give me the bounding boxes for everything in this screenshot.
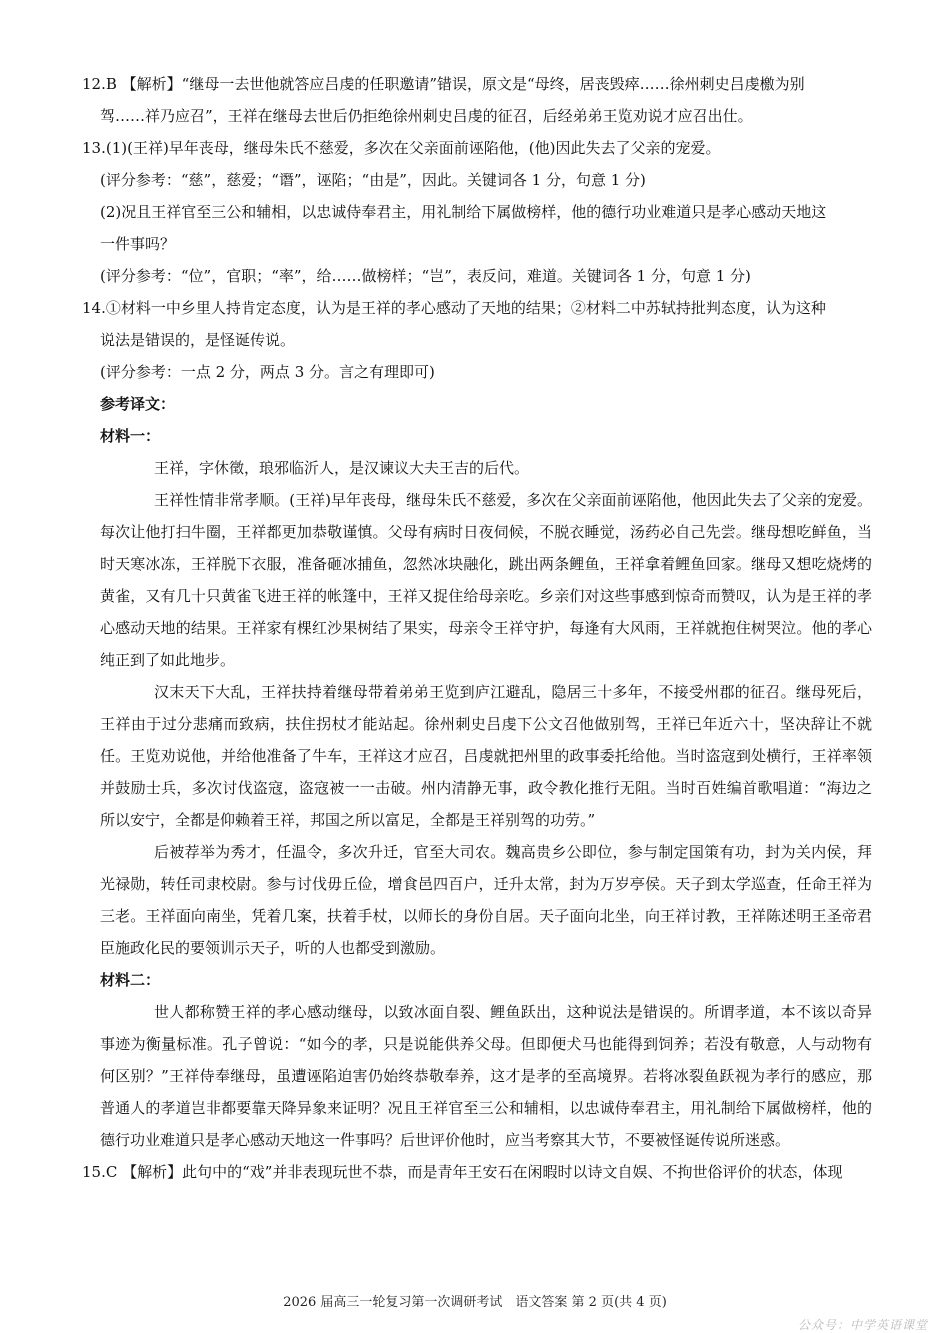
material-2-body	[82, 996, 872, 1156]
material-2-paragraph: 世人都称赞王祥的孝心感动继母，以致冰面自裂、鲤鱼跃出，这种说法是错误的。所谓孝道，本不该以奇异事迹为衡量标准。孔子曾说：“如今的孝，只是说能供养父母。但即便犬马也能得到饲养；若没有敬意，人与动物有何区别？”王祥侍奉继母，虽遭诬陷迫害仍始终恭敬奉养，这才是孝的至高境界。若将冰裂鱼跃视为孝行的感应，那普通人的孝道岂非都要靠天降异象来证明？况且王祥官至三公和辅相，以忠诚侍奉君主，用礼制给下属做榜样，他的德行功业难道只是孝心感动天地这一件事吗？后世评价他时，应当考察其大节，不要被怪诞传说所迷惑。	[100, 1003, 872, 1149]
material-1-heading: 材料一：	[100, 427, 161, 445]
material-1-body	[82, 452, 872, 964]
material-1-paragraph: 王祥，字休徵，琅邪临沂人，是汉谏议大夫王吉的后代。	[154, 459, 530, 477]
q14-line-1: 14.①材料一中乡里人持肯定态度，认为是王祥的孝心感动了天地的结果；②材料二中苏轼持批判态度，认为这种	[82, 299, 826, 317]
q13-part-2-line-1: (2)况且王祥官至三公和辅相，以忠诚侍奉君主，用礼制给下属做榜样，他的德行功业难道只是孝心感动天地这	[100, 203, 827, 221]
answer-content	[82, 68, 872, 1188]
watermark: 公众号：中学英语课堂	[797, 1318, 928, 1332]
q14-score: (评分参考：一点 2 分，两点 3 分。言之有理即可)	[100, 363, 435, 381]
material-1-paragraph: 汉末天下大乱，王祥扶持着继母带着弟弟王览到庐江避乱，隐居三十多年，不接受州郡的征召。继母死后，王祥由于过分悲痛而致病，扶住拐杖才能站起。徐州刺史吕虔下公文召他做别驾，王祥已年近六十，坚决辞让不就任。王览劝说他，并给他准备了牛车，王祥这才应召，吕虔就把州里的政事委托给他。当时盗寇到处横行，王祥率领并鼓励士兵，多次讨伐盗寇，盗寇被一一击破。州内清静无事，政令教化推行无阻。当时百姓编首歌唱道：“海边之所以安宁，全都是仰赖着王祥，邦国之所以富足，全都是王祥别驾的功劳。”	[100, 683, 872, 829]
page-footer: 2026 届高三一轮复习第一次调研考试 语文答案 第 2 页(共 4 页)	[283, 1295, 667, 1310]
material-1-paragraph: 王祥性情非常孝顺。(王祥)早年丧母，继母朱氏不慈爱，多次在父亲面前诬陷他，他因此失去了父亲的宠爱。每次让他打扫牛圈，王祥都更加恭敬谨慎。父母有病时日夜伺候，不脱衣睡觉，汤药必自己先尝。继母想吃鲜鱼，当时天寒冰冻，王祥脱下衣服，准备砸冰捕鱼，忽然冰块融化，跳出两条鲤鱼，王祥拿着鲤鱼回家。继母又想吃烧烤的黄雀，又有几十只黄雀飞进王祥的帐篷中，王祥又捉住给母亲吃。乡亲们对这些事感到惊奇而赞叹，认为是王祥的孝心感动天地的结果。王祥家有棵红沙果树结了果实，母亲令王祥守护，每逢有大风雨，王祥就抱住树哭泣。他的孝心纯正到了如此地步。	[100, 491, 872, 669]
q12-line-2: 驾……祥乃应召”，王祥在继母去世后仍拒绝徐州刺史吕虔的征召，后经弟弟王览劝说才应召出仕。	[100, 107, 753, 125]
material-2-heading: 材料二：	[100, 971, 161, 989]
translation-heading: 参考译文：	[100, 395, 176, 413]
q12-line-1: 12.B 【解析】“继母一去世他就答应吕虔的任职邀请”错误，原文是“母终，居丧毁瘁……徐州刺史吕虔檄为别	[82, 75, 805, 93]
q13-score-1: (评分参考：“慈”，慈爱；“谮”，诬陷；“由是”，因此。关键词各 1 分，句意 1 分)	[100, 171, 646, 189]
material-1-paragraph: 后被荐举为秀才，任温令，多次升迁，官至大司农。魏高贵乡公即位，参与制定国策有功，封为关内侯，拜光禄勋，转任司隶校尉。参与讨伐毋丘俭，增食邑四百户，迁升太常，封为万岁亭侯。天子到太学巡查，任命王祥为三老。王祥面向南坐，凭着几案，扶着手杖，以师长的身份自居。天子面向北坐，向王祥讨教，王祥陈述明王圣帝君臣施政化民的要领训示天子，听的人也都受到激励。	[100, 843, 872, 957]
q13-part-1: 13.(1)(王祥)早年丧母，继母朱氏不慈爱，多次在父亲面前诬陷他，(他)因此失去了父亲的宠爱。	[82, 139, 721, 157]
q14-line-2: 说法是错误的，是怪诞传说。	[100, 331, 296, 349]
q13-part-2-line-2: 一件事吗？	[100, 235, 176, 253]
q13-score-2: (评分参考：“位”，官职；“率”，给……做榜样；“岂”，表反问，难道。关键词各 1 分，句意 1 分)	[100, 267, 751, 285]
q15-line-1: 15.C 【解析】此句中的“戏”并非表现玩世不恭，而是青年王安石在闲暇时以诗文自娱、不拘世俗评价的状态，体现	[82, 1163, 843, 1181]
